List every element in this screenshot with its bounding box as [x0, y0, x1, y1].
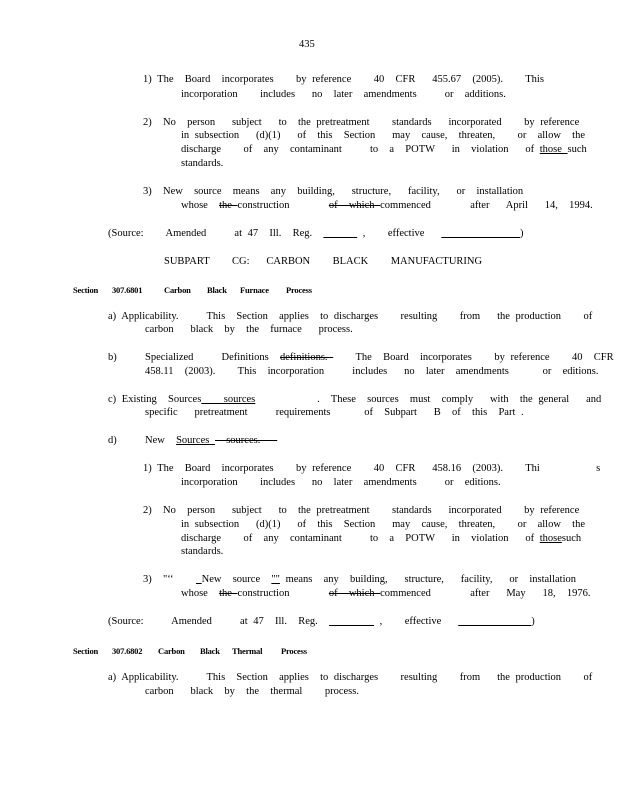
sub-item-3-line-2: whose the construction of which commenced after May 18, 1976. — [181, 588, 591, 599]
sub-item-2-line-2: in subsection (d)(1) of this Section may cause, threaten, or allow the — [181, 519, 586, 530]
item-2-line-2: in subsection (d)(1) of this Section may cause, threaten, or allow the — [181, 130, 586, 141]
deleted-text: of which — [328, 200, 381, 211]
section-title-word: Process — [281, 646, 307, 656]
inserted-text: Sources — [176, 435, 215, 446]
deleted-text: the — [219, 588, 238, 599]
sec1-c-line-2: specific pretreatment requirements of Subpart B of this Part . — [145, 407, 524, 418]
item-3-line-2: whose the construction of which commenced after April 14, 1994. — [181, 200, 593, 211]
sec2-a-line-1: a) Applicability. This Section applies to discharges resulting from the production of — [108, 672, 593, 683]
section-title-word: Furnace — [240, 285, 269, 295]
section-title-word: Black — [200, 646, 220, 656]
section-title-word: Black — [207, 285, 227, 295]
deleted-text: of which — [328, 588, 381, 599]
section-number: 307.6802 — [112, 646, 143, 656]
inserted-text: those — [539, 533, 562, 544]
item-3-line-1: 3) New source means any building, structure, facility, or installation — [143, 186, 524, 197]
section-label: Section — [73, 646, 99, 656]
section-label: Section — [73, 285, 99, 295]
sub-item-1-line-1: 1) The Board incorporates by reference 40 CFR 458.16 (2003). Thi s — [143, 463, 601, 474]
item-2-line-4: standards. — [181, 158, 224, 169]
section-title-word: Thermal — [232, 646, 263, 656]
sub-item-1-line-2: incorporation includes no later amendments or editions. — [181, 477, 501, 488]
deleted-text: sources. — [214, 435, 278, 446]
inserted-text: "" — [271, 574, 280, 585]
sec1-b-label: b) — [108, 352, 117, 363]
sub-item-2-line-3: discharge of any contaminant to a POTW in violation of thosesuch — [181, 533, 582, 544]
deleted-text: definitions. — [280, 352, 334, 363]
sec1-b-line-2: 458.11 (2003). This incorporation includes no later amendments or editions. — [145, 366, 599, 377]
item-1-line-2: incorporation includes no later amendments or additions. — [181, 89, 506, 100]
sec1-d-line: New Sources sources. — [145, 435, 278, 446]
section-title-word: Carbon — [158, 646, 185, 656]
inserted-text: those — [539, 144, 568, 155]
page-number: 435 — [299, 39, 315, 50]
section-title-word: Process — [286, 285, 312, 295]
sub-item-2-line-4: standards. — [181, 546, 224, 557]
sec1-a-line-2: carbon black by the furnace process. — [145, 324, 353, 335]
source-note-1: (Source: Amended at 47 Ill. Reg. , effective ) — [108, 228, 524, 239]
sec1-c-line-1: c) Existing Sources sources . These sources must comply with the general and — [108, 394, 602, 405]
sec2-a-line-2: carbon black by the thermal process. — [145, 686, 359, 697]
section-title-word: Carbon — [164, 285, 191, 295]
subpart-title: SUBPART CG: CARBON BLACK MANUFACTURING — [164, 256, 483, 267]
item-1-line-1: 1) The Board incorporates by reference 40 CFR 455.67 (2005). This — [143, 74, 544, 85]
section-number: 307.6801 — [112, 285, 143, 295]
sub-item-2-line-1: 2) No person subject to the pretreatment standards incorporated by reference — [143, 505, 580, 516]
source-note-2: (Source: Amended at 47 Ill. Reg. , effective ) — [108, 616, 535, 627]
inserted-text: sources — [201, 394, 256, 405]
sec1-a-line-1: a) Applicability. This Section applies to discharges resulting from the production of — [108, 311, 593, 322]
deleted-text: the — [219, 200, 238, 211]
item-2-line-1: 2) No person subject to the pretreatment standards incorporated by reference — [143, 117, 580, 128]
sec1-b-line-1: Specialized Definitions definitions. The Board incorporates by reference 40 CFR — [145, 352, 614, 363]
sub-item-3-line-1: 3) "‘‘ New source "" means any building, structure, facility, or installation — [143, 574, 576, 585]
sec1-d-label: d) — [108, 435, 117, 446]
item-2-line-3: discharge of any contaminant to a POTW in violation of those such — [181, 144, 587, 155]
